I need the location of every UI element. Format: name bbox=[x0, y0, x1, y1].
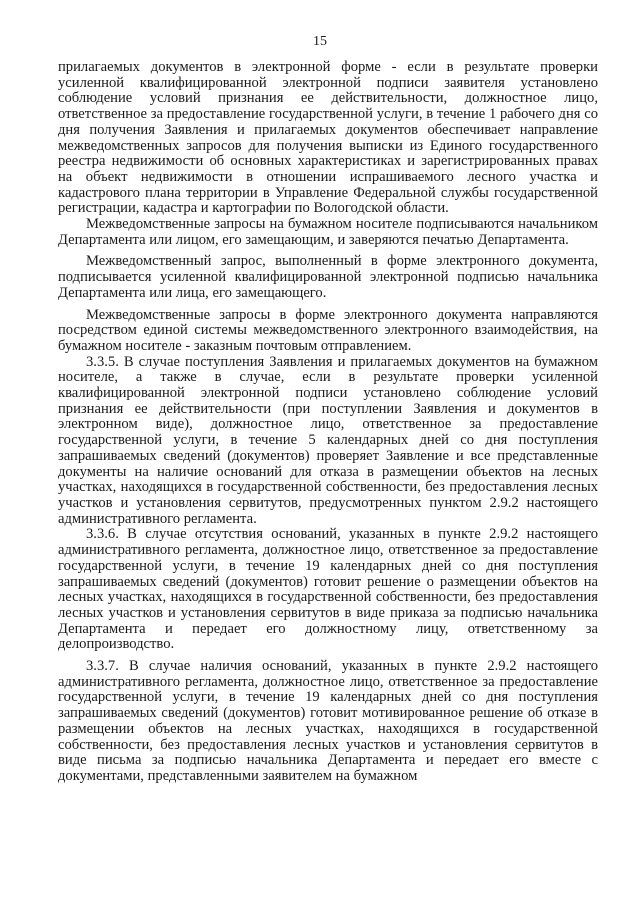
document-body bbox=[58, 60, 598, 785]
page-number: 15 bbox=[313, 34, 327, 49]
paragraph-paper-requests: Межведомственные запросы на бумажном носителе подписываются начальником Департамента или лицом, его замещающим, и заверяются печатью Департамента. bbox=[58, 216, 598, 248]
paragraph-electronic-request: Межведомственный запрос, выполненный в форме электронного документа, подписывается усиленной квалифицированной электронной подписью начальника Департамента или лица, его замещающего. bbox=[58, 253, 598, 301]
paragraph-3-3-7: 3.3.7. В случае наличия оснований, указанных в пункте 2.9.2 настоящего административного регламента, должностное лицо, ответственное за предоставление государственной услуги, в течение 19 календарных дней со дня поступления запрашиваемых сведений (документов) готовит мотивированное решение об отказе в размещении объектов на лесных участках, находящихся в государственной собственности, без предоставления лесных участков и установления сервитутов в виде письма за подписью начальника Департамента и передает его вместе с документами, представленными заявителем на бумажном bbox=[58, 658, 598, 784]
paragraph-3-3-6: 3.3.6. В случае отсутствия оснований, указанных в пункте 2.9.2 настоящего административного регламента, должностное лицо, ответственное за предоставление государственной услуги, в течение 19 календарных дней со дня поступления запрашиваемых сведений (документов) готовит решение о размещении объектов на лесных участках, находящихся в государственной собственности, без предоставления лесных участков и установления сервитутов в виде приказа за подписью начальника Департамента и передает его должностному лицу, ответственному за делопроизводство. bbox=[58, 526, 598, 653]
paragraph-request-delivery: Межведомственные запросы в форме электронного документа направляются посредством единой системы межведомственного электронного взаимодействия, на бумажном носителе - заказным почтовым отправлением. bbox=[58, 306, 598, 354]
paragraph-continuation: прилагаемых документов в электронной форме - если в результате проверки усиленной квалифицированной электронной подписи заявителя установлено соблюдение условий признания ее действительности, должностное лицо, ответственное за предоставление государственной услуги, в течение 1 рабочего дня со дня получения Заявления и прилагаемых документов обеспечивает направление межведомственных запросов для получения выписки из Единого государственного реестра недвижимости об основных характеристиках и зарегистрированных правах на объект недвижимости в отношении испрашиваемого лесного участка и кадастрового плана территории в Управление Федеральной службы государственной регистрации, кадастра и картографии по Вологодской области. bbox=[58, 59, 598, 217]
paragraph-3-3-5: 3.3.5. В случае поступления Заявления и прилагаемых документов на бумажном носителе, а также в случае, если в результате проверки усиленной квалифицированной электронной подписи установлено соблюдение условий признания ее действительности (при поступлении Заявления и документов в электронном виде), должностное лицо, ответственное за предоставление государственной услуги, в течение 5 календарных дней со дня поступления запрашиваемых сведений (документов) проверяет Заявление и все представленные документы на наличие оснований для отказа в размещении объектов на лесных участках, находящихся в государственной собственности, без предоставления лесных участков и установления сервитутов, предусмотренных пунктом 2.9.2 настоящего административного регламента. bbox=[58, 353, 598, 527]
